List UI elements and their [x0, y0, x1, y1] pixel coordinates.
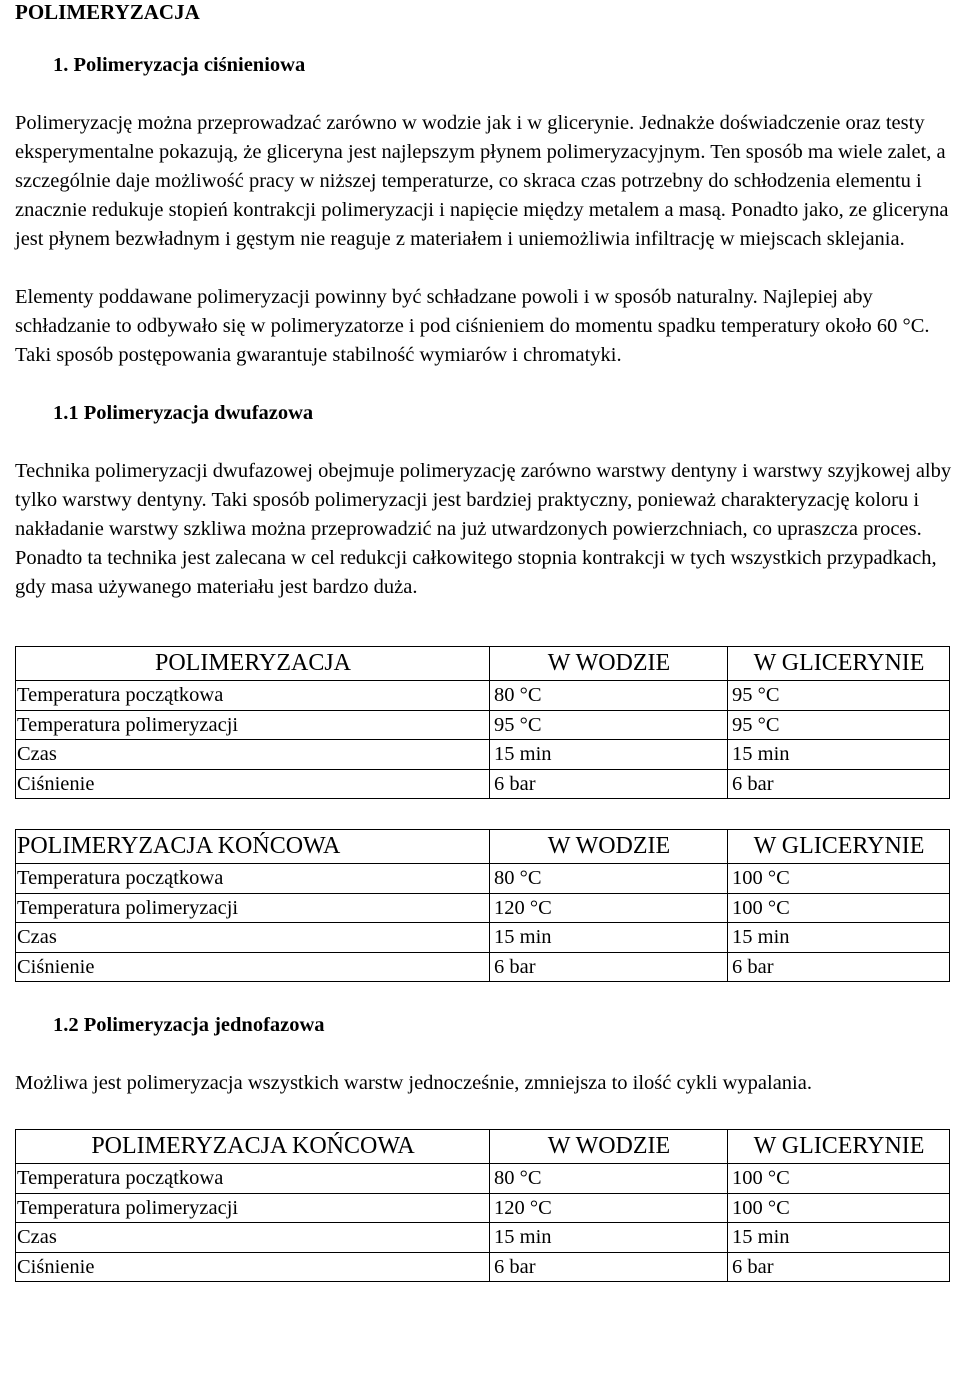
table-row — [16, 1252, 950, 1282]
table-cell: 15 min — [490, 923, 728, 953]
section-heading-two-phase: 1.1 Polimeryzacja dwufazowa — [53, 402, 314, 424]
table-cell: 6 bar — [728, 1252, 950, 1282]
table-row — [16, 923, 950, 953]
table-cell: 15 min — [490, 740, 728, 770]
table-cell: 120 °C — [490, 1193, 728, 1223]
table-header-row — [16, 647, 950, 681]
table-cell: Ciśnienie — [16, 769, 490, 799]
final-polymerization-table — [15, 829, 950, 982]
table-cell: 95 °C — [490, 710, 728, 740]
column-header: W WODZIE — [490, 830, 728, 864]
table-row — [16, 710, 950, 740]
table-cell: Ciśnienie — [16, 1252, 490, 1282]
table-row — [16, 952, 950, 982]
table-cell: 95 °C — [728, 681, 950, 711]
paragraph-intro: Polimeryzację można przeprowadzać zarówno w wodzie jak i w glicerynie. Jednakże doświadczenie oraz testy eksperymentalne pokazują, że gliceryna jest najlepszym płynem polimeryzacyjnym. Ten sposób ma wiele zalet, a szczególnie daje możliwość pracy w niższej temperaturze, co skraca czas potrzebny do schłodzenia elementu i znacznie redukuje stopień kontrakcji polimeryzacji i napięcie między metalem a masą. Ponadto jako, ze gliceryna jest płynem bezwładnym i gęstym nie reaguje z materiałem i uniemożliwia infiltrację w miejscach sklejania. — [15, 112, 949, 250]
document-title: POLIMERYZACJA — [15, 0, 200, 24]
table-cell: 6 bar — [490, 952, 728, 982]
column-header: W WODZIE — [490, 647, 728, 681]
table-row — [16, 1164, 950, 1194]
table-cell: Temperatura początkowa — [16, 681, 490, 711]
paragraph-single-phase: Możliwa jest polimeryzacja wszystkich warstw jednocześnie, zmniejsza to ilość cykli wypalania. — [15, 1072, 812, 1094]
column-header: W GLICERYNIE — [728, 647, 950, 681]
table-cell: Czas — [16, 923, 490, 953]
table-cell: 80 °C — [490, 681, 728, 711]
paragraph-cooling: Elementy poddawane polimeryzacji powinny być schładzane powoli i w sposób naturalny. Najlepiej aby schładzanie to odbywało się w polimeryzatorze i pod ciśnieniem do momentu spadku temperatury około 60 °C. Taki sposób postępowania gwarantuje stabilność wymiarów i chromatyki. — [15, 286, 930, 366]
table-cell: 100 °C — [728, 893, 950, 923]
table-cell: 120 °C — [490, 893, 728, 923]
table-row — [16, 893, 950, 923]
table-cell: 15 min — [728, 923, 950, 953]
table-cell: 6 bar — [490, 1252, 728, 1282]
table-row — [16, 681, 950, 711]
single-phase-final-table — [15, 1129, 950, 1282]
table-row — [16, 1223, 950, 1253]
column-header: POLIMERYZACJA KOŃCOWA — [16, 830, 490, 864]
table-header-row — [16, 830, 950, 864]
table-cell: 6 bar — [728, 952, 950, 982]
table-cell: Temperatura początkowa — [16, 864, 490, 894]
table-cell: 100 °C — [728, 1193, 950, 1223]
table-cell: 15 min — [728, 740, 950, 770]
table-cell: Temperatura polimeryzacji — [16, 893, 490, 923]
table-cell: Czas — [16, 1223, 490, 1253]
column-header: POLIMERYZACJA KOŃCOWA — [16, 1130, 490, 1164]
column-header: W GLICERYNIE — [728, 830, 950, 864]
section-heading-single-phase: 1.2 Polimeryzacja jednofazowa — [53, 1014, 325, 1036]
section-heading-pressure-polymerization: 1. Polimeryzacja ciśnieniowa — [53, 54, 306, 76]
table-row — [16, 740, 950, 770]
table-cell: Temperatura początkowa — [16, 1164, 490, 1194]
table-cell: Czas — [16, 740, 490, 770]
table-cell: 15 min — [728, 1223, 950, 1253]
table-row — [16, 769, 950, 799]
paragraph-two-phase: Technika polimeryzacji dwufazowej obejmuje polimeryzację zarówno warstwy dentyny i warstwy szyjkowej alby tylko warstwy dentyny. Taki sposób polimeryzacji jest bardziej praktyczny, ponieważ charakteryzację koloru i nakładanie warstwy szkliwa można przeprowadzić na już utwardzonych powierzchniach, co upraszcza proces. Ponadto ta technika jest zalecana w cel redukcji całkowitego stopnia kontrakcji w tych wszystkich przypadkach, gdy masa używanego materiału jest bardzo duża. — [15, 460, 952, 598]
table-row — [16, 1193, 950, 1223]
polymerization-table — [15, 646, 950, 799]
table-cell: 80 °C — [490, 1164, 728, 1194]
table-cell: 80 °C — [490, 864, 728, 894]
table-cell: 100 °C — [728, 864, 950, 894]
table-row — [16, 864, 950, 894]
column-header: POLIMERYZACJA — [16, 647, 490, 681]
column-header: W GLICERYNIE — [728, 1130, 950, 1164]
table-cell: Temperatura polimeryzacji — [16, 1193, 490, 1223]
table-cell: 6 bar — [490, 769, 728, 799]
table-cell: 95 °C — [728, 710, 950, 740]
table-cell: 15 min — [490, 1223, 728, 1253]
table-cell: 6 bar — [728, 769, 950, 799]
table-header-row — [16, 1130, 950, 1164]
column-header: W WODZIE — [490, 1130, 728, 1164]
table-cell: 100 °C — [728, 1164, 950, 1194]
document-page — [15, 0, 953, 1282]
table-cell: Temperatura polimeryzacji — [16, 710, 490, 740]
table-cell: Ciśnienie — [16, 952, 490, 982]
